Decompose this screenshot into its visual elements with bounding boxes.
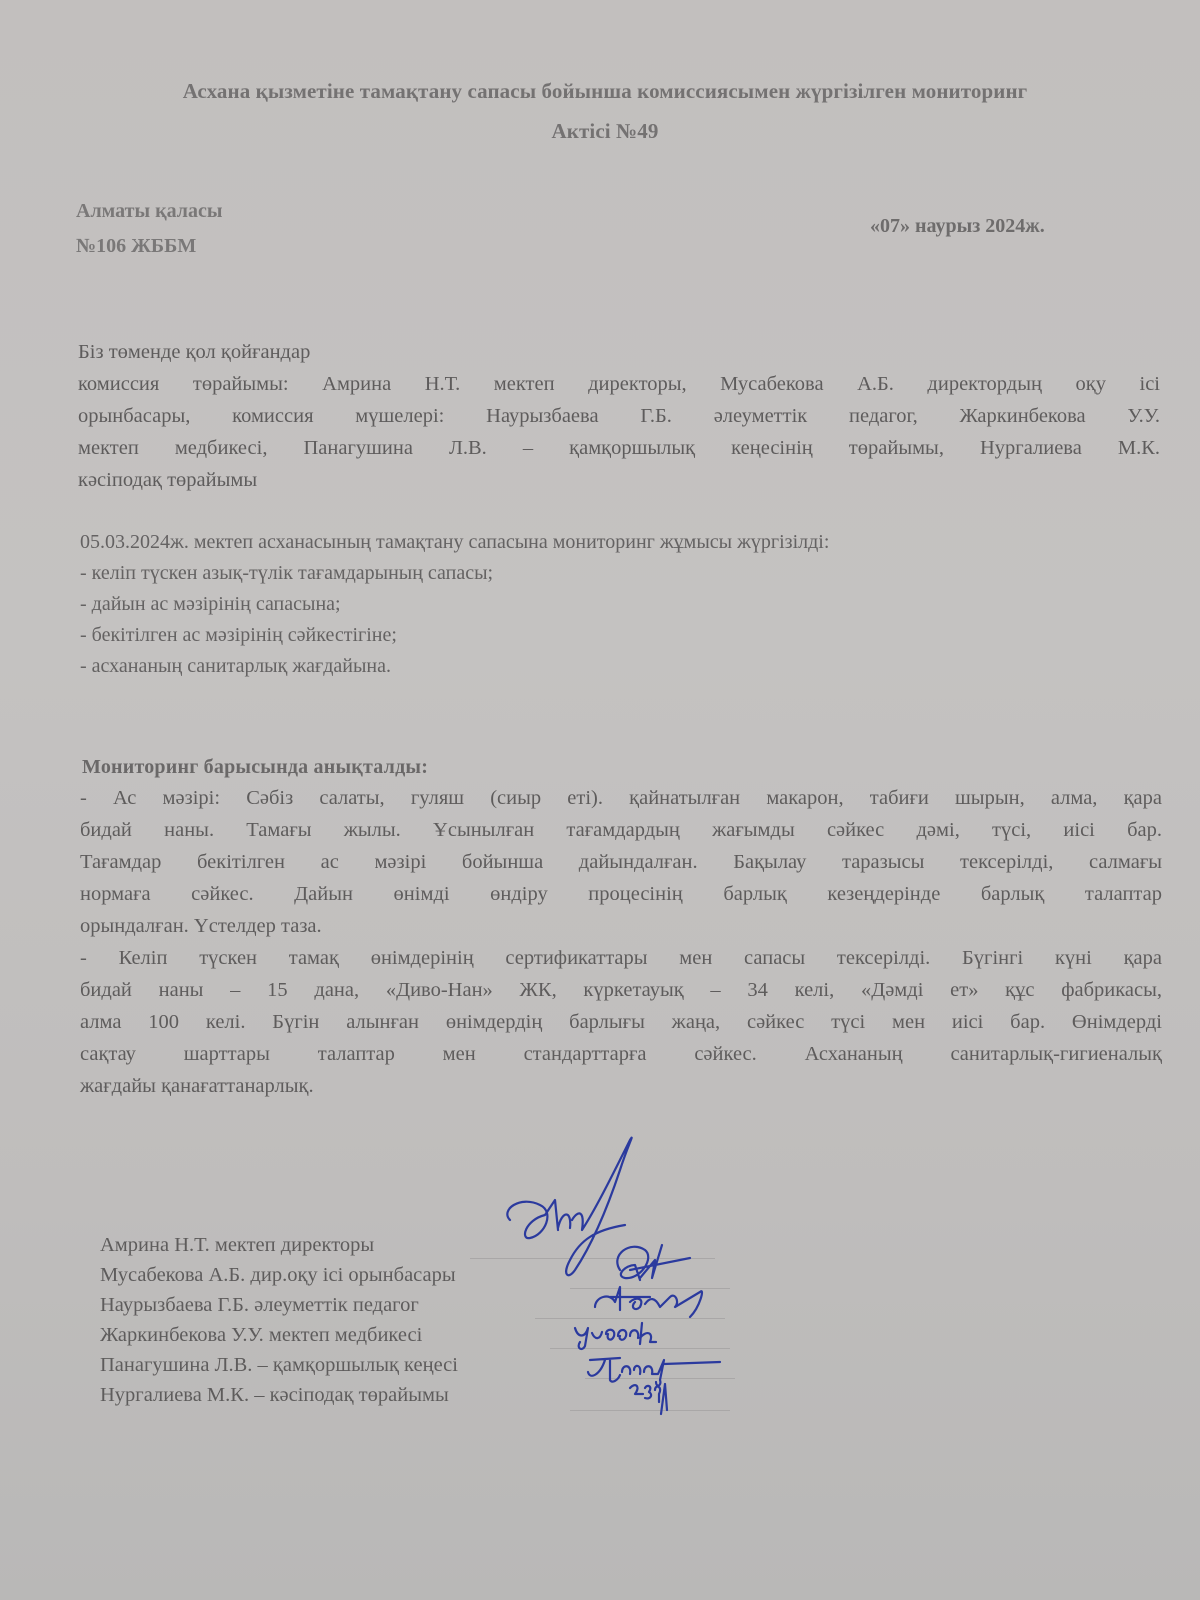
signatory-row: Нургалиева М.К. – кәсіподақ төрайымы — [100, 1384, 449, 1406]
signature-union-icon — [625, 1380, 675, 1420]
intro-paragraph — [78, 336, 1160, 496]
findings-line: - Ас мәзірі: Сәбіз салаты, гуляш (сиыр еті). қайнатылған макарон, табиғи шырын, алма, қара — [80, 787, 1162, 809]
monitoring-item: - асхананың санитарлық жағдайына. — [80, 655, 391, 677]
intro-line: Біз төменде қол қойғандар — [78, 341, 311, 363]
intro-line: комиссия төрайымы: Амрина Н.Т. мектеп директоры, Мусабекова А.Б. директордың оқу ісі — [78, 373, 1160, 395]
monitoring-section — [80, 527, 1080, 682]
findings-line: сақтау шарттары талаптар мен стандарттарға сәйкес. Асхананың санитарлық-гигиеналық — [80, 1043, 1162, 1065]
findings-line: нормаға сәйкес. Дайын өнімді өндіру процесінің барлық кезеңдерінде барлық талаптар — [80, 883, 1162, 905]
findings-paragraph — [80, 782, 1162, 1102]
document-date: «07» наурыз 2024ж. — [870, 215, 1045, 237]
intro-line: орынбасары, комиссия мүшелері: Наурызбаева Г.Б. әлеуметтік педагог, Жаркинбекова У.У. — [78, 405, 1160, 427]
signatory-row: Панагушина Л.В. – қамқоршылық кеңесі — [100, 1354, 458, 1376]
signature-social-pedagogue-icon — [590, 1282, 720, 1322]
signatory-row: Наурызбаева Г.Б. әлеуметтік педагог — [100, 1294, 419, 1316]
school-label: №106 ЖББМ — [76, 235, 197, 257]
act-number: Актісі №49 — [551, 119, 659, 143]
signatory-row: Жаркинбекова У.У. мектеп медбикесі — [100, 1324, 423, 1346]
monitoring-item: - дайын ас мәзірінің сапасына; — [80, 593, 341, 615]
findings-line: - Келіп түскен тамақ өнімдерінің сертификаттары мен сапасы тексерілді. Бүгінгі күні қара — [80, 947, 1162, 969]
findings-line: Тағамдар бекітілген ас мәзірі бойынша дайындалған. Бақылау таразысы тексерілді, салмағы — [80, 851, 1162, 873]
findings-line: орындалған. Үстелдер таза. — [80, 915, 322, 937]
intro-line: кәсіподақ төрайымы — [78, 469, 258, 491]
signature-nurse-icon — [570, 1318, 680, 1354]
intro-line: мектеп медбикесі, Панагушина Л.В. – қамқоршылық кеңесінің төрайымы, Нургалиева М.К. — [78, 437, 1160, 459]
findings-line: бидай наны – 15 дана, «Диво-Нан» ЖК, күркетауық – 34 келі, «Дәмді ет» құс фабрикасы, — [80, 979, 1162, 1001]
findings-line: жағдайы қанағаттанарлық. — [80, 1075, 314, 1097]
signatory-row: Амрина Н.Т. мектеп директоры — [100, 1234, 375, 1256]
signatory-row: Мусабекова А.Б. дир.оқу ісі орынбасары — [100, 1264, 456, 1286]
findings-line: алма 100 келі. Бүгін алынған өнімдердің барлығы жаңа, сәйкес түсі мен иісі бар. Өнімдерді — [80, 1011, 1162, 1033]
document-title: Асхана қызметіне тамақтану сапасы бойынша комиссиясымен жүргізілген мониторинг — [182, 79, 1028, 103]
city-label: Алматы қаласы — [76, 200, 223, 222]
monitoring-item: - бекітілген ас мәзірінің сәйкестігіне; — [80, 624, 397, 646]
findings-line: бидай наны. Тамағы жылы. Ұсынылған тағамдардың жағымды сәйкес дәмі, түсі, иісі бар. — [80, 819, 1162, 841]
findings-heading: Мониторинг барысында анықталды: — [82, 756, 429, 778]
monitoring-item: - келіп түскен азық-түлік тағамдарының сапасы; — [80, 562, 494, 584]
monitoring-intro: 05.03.2024ж. мектеп асханасының тамақтану сапасына мониторинг жұмысы жүргізілді: — [80, 531, 830, 553]
